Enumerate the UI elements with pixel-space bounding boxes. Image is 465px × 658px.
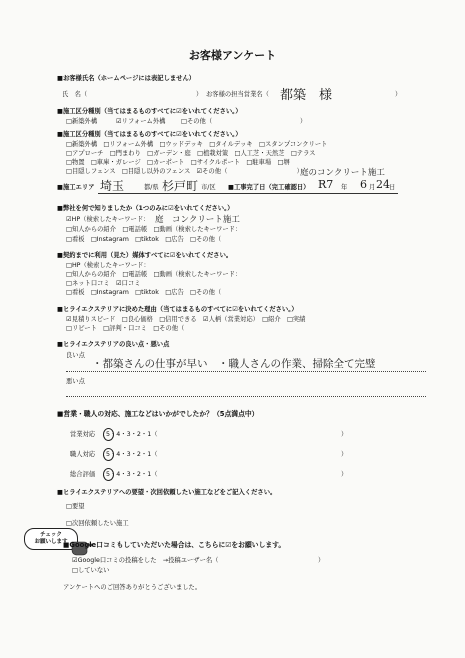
google-posted: ☑Google口コミの投稿をした →投稿ユーザー名（ xyxy=(72,557,219,564)
request-label: □要望 xyxy=(66,503,85,510)
type-heading: ■施工区分種別（当てはまるものすべてに☑をいれてください。） xyxy=(57,108,242,115)
score-label-overall: 総合評価 xyxy=(70,471,96,478)
day-handwritten: 24 xyxy=(376,178,390,191)
pref-handwritten: 埼玉 xyxy=(100,179,125,193)
year-handwritten: R7 xyxy=(318,178,334,191)
goodbad-heading: ■ヒライエクステリアの良い点・悪い点 xyxy=(57,341,170,348)
city-unit: 市/区 xyxy=(201,184,216,191)
score-circle-sales xyxy=(103,428,114,441)
pref-unit: 都/県 xyxy=(144,184,159,191)
type-heading-2: ■施工区分種別（当てはまるものすべてに☑をいれてください。） xyxy=(57,131,242,138)
score-scale-craftsman: 5・4・3・2・1（ xyxy=(106,451,158,458)
done-label: ■工事完了日（完工確認日） xyxy=(228,184,310,191)
name-section-heading: ■お客様氏名（ホームページには表記しません） xyxy=(57,75,196,82)
page-title: お客様アンケート xyxy=(188,49,277,62)
name-label: 氏 名（ xyxy=(62,91,88,98)
google-not-posted: □していない xyxy=(72,567,110,574)
reason-row-1: ☑見積りスピード □良心価格 □信用できる ☑人柄（営業対応） □紹介 □実績 xyxy=(66,316,306,323)
bad-label: 悪い点 xyxy=(66,378,85,385)
know-row-2: □看板 □Instagram □tiktok □広告 □その他（ xyxy=(66,236,222,243)
google-heading: ■Google口コミもしていただいた場合は、こちらに☑をお願いします。 xyxy=(63,541,286,549)
good-handwritten: ・都築さんの仕事が早い ・職人さんの作業、掃除全て完璧 xyxy=(92,358,376,370)
rep-close: ） xyxy=(395,91,402,98)
day-unit: 日 xyxy=(389,184,396,191)
know-hp-handwritten: 庭 コンクリート施工 xyxy=(155,215,240,225)
good-line xyxy=(66,371,426,372)
score-circle-craftsman xyxy=(103,448,114,461)
name-close: ） xyxy=(196,91,203,98)
know-heading: ■弊社を何で知りましたか（1つのみに☑をいれてください。） xyxy=(57,205,234,212)
know-hp: ☑HP（検索したキーワード： xyxy=(66,216,150,223)
bad-line xyxy=(66,396,426,397)
month-handwritten: 6 xyxy=(360,178,367,191)
reason-heading: ■ヒライエクステリアに決めた理由（当てはまるものすべてに☑をいれてください。） xyxy=(57,306,298,313)
score-close-sales: ） xyxy=(341,431,348,438)
type-row1-b: ☑リフォーム外構 xyxy=(116,118,166,125)
type-row-2: □新築外構 □リフォーム外構 □ウッドデッキ □タイルデッキ □スタンプコンクリート xyxy=(66,141,328,148)
score-close-overall: ） xyxy=(341,471,348,478)
type-row1-a: □新築外構 xyxy=(66,118,98,125)
score-scale-overall: 5・4・3・2・1（ xyxy=(106,471,158,478)
type-row-5: □目隠しフェンス □目隠し以外のフェンス ☑その他（ ） xyxy=(66,168,303,175)
score-circle-overall xyxy=(103,468,114,481)
contract-row-1: □HP（検索したキーワード： xyxy=(66,262,150,269)
type-row1-d: ） xyxy=(300,118,307,125)
check-please-tag: チェック お願いします xyxy=(24,528,78,550)
google-posted-close: ） xyxy=(318,557,325,564)
area-label: ■施工エリア xyxy=(57,184,95,191)
know-row-1: □知人からの紹介 □電話帳 □動画（検索したキーワード： xyxy=(66,226,242,233)
rep-handwritten: 都築 様 xyxy=(280,88,333,103)
score-close-craftsman: ） xyxy=(341,451,348,458)
score-heading: ■営業・職人の対応、施工などはいかがでしたか？（5点満点中） xyxy=(57,410,259,418)
contract-row-2: □知人からの紹介 □電話帳 □動画（検索したキーワード： xyxy=(66,271,242,278)
contract-row-3: □ネット口コミ ☑口コミ xyxy=(66,280,141,287)
city-handwritten: 杉戸町 xyxy=(162,179,199,193)
type-row-3: □アプローチ □門まわり □ガーデン・庭 □植栽対策 □人工芝・天然芝 □テラス xyxy=(66,150,316,157)
score-scale-sales: 5・4・3・2・1（ xyxy=(106,431,158,438)
contract-row-4: □看板 □Instagram □tiktok □広告 □その他（ xyxy=(66,289,222,296)
request-heading: ■ヒライエクステリアへの要望・次回依頼したい施工などをご記入ください。 xyxy=(57,489,277,496)
rep-label: お客様の担当営業名（ xyxy=(206,91,269,98)
score-label-craftsman: 職人対応 xyxy=(70,451,96,458)
reason-row-2: □リピート □評判・口コミ □その他（ xyxy=(66,325,185,332)
score-label-sales: 営業対応 xyxy=(70,431,96,438)
type-row1-c: □その他（ xyxy=(181,118,213,125)
footer-thanks: アンケートへのご回答ありがとうございました。 xyxy=(63,584,202,591)
contract-heading: ■契約までに利用（見た）媒体すべてに☑をいれてください。 xyxy=(57,252,233,259)
type-row-4: □物置 □車庫・ガレージ □カーポート □サイクルポート □駐車場 □塀 xyxy=(66,159,290,166)
year-unit: 年 xyxy=(341,184,348,191)
next-request-label: □次回依頼したい施工 xyxy=(66,520,129,527)
good-label: 良い点 xyxy=(66,352,85,359)
area-underline xyxy=(98,193,398,194)
month-unit: 月 xyxy=(369,184,376,191)
type-other-handwritten: 庭のコンクリート施工 xyxy=(300,168,385,178)
